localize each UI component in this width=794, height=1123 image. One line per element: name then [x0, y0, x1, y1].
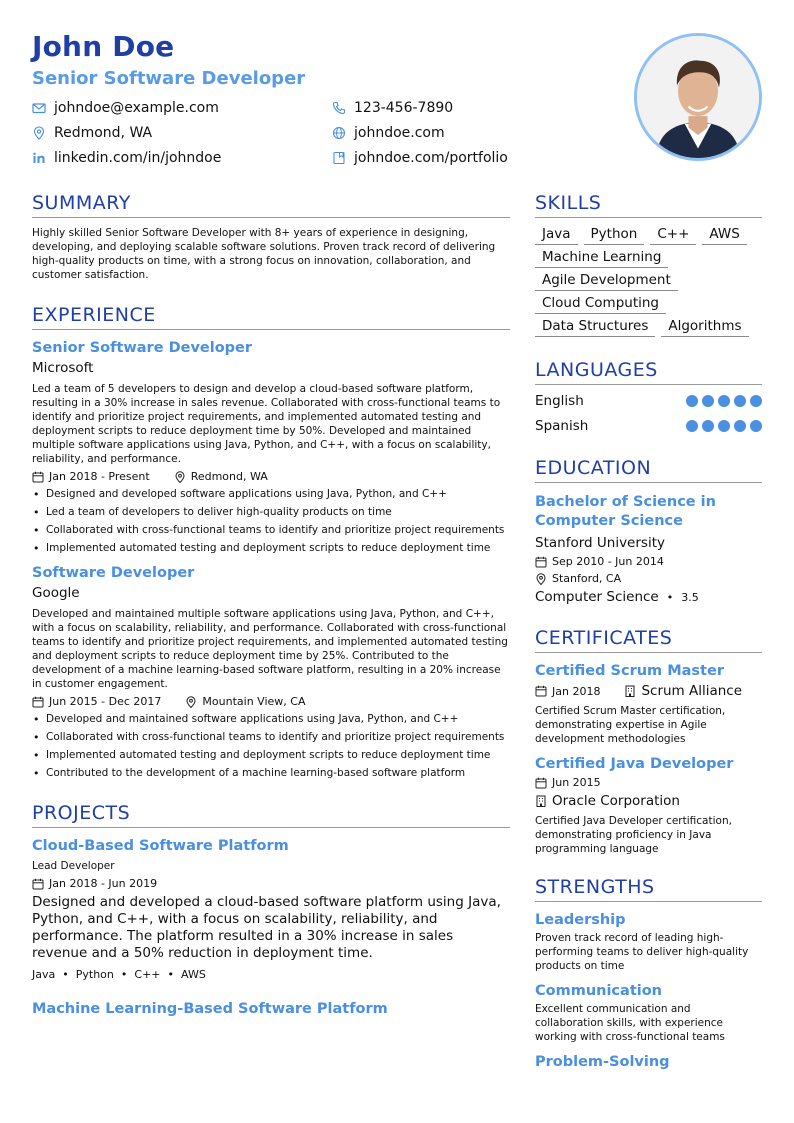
skill-tag: AWS: [702, 224, 746, 245]
certificate-date: Jan 2018: [552, 684, 601, 698]
project-tags: Java • Python • C++ • AWS: [32, 968, 206, 981]
strength-name: Leadership: [535, 912, 626, 928]
skills-list: [535, 224, 762, 339]
candidate-name: John Doe: [32, 30, 175, 63]
job-role: Senior Software Developer: [32, 340, 253, 356]
right-column: [535, 192, 762, 1070]
strength-name: Problem-Solving: [535, 1054, 670, 1070]
calendar-icon: [32, 471, 44, 483]
project-dates: Jan 2018 - Jun 2019: [49, 877, 158, 890]
building-icon: [624, 685, 636, 697]
education-dates: Sep 2010 - Jun 2014: [552, 555, 664, 568]
level-dot: [718, 420, 730, 432]
certificate-meta: [535, 683, 762, 699]
project-tag: Java: [32, 968, 56, 981]
project-tag: AWS: [181, 968, 206, 981]
project-tag: Python: [75, 968, 114, 981]
contact-portfolio-text: johndoe.com/portfolio: [354, 150, 508, 166]
job-dates: Jun 2015 - Dec 2017: [49, 695, 162, 708]
experience-heading: EXPERIENCE: [32, 304, 510, 330]
education-field: Computer Science: [535, 589, 659, 605]
job-company: Microsoft: [32, 360, 94, 376]
education-dates-row: [535, 555, 762, 568]
certificate-name: Certified Java Developer: [535, 756, 734, 772]
building-icon: [535, 795, 547, 807]
level-dot: [702, 420, 714, 432]
language-row: [535, 416, 762, 435]
location-pin-icon: [32, 126, 46, 140]
level-dot: [686, 395, 698, 407]
candidate-title: Senior Software Developer: [32, 68, 306, 89]
job-role: Software Developer: [32, 565, 195, 581]
contact-linkedin[interactable]: [32, 150, 221, 166]
mail-icon: [32, 101, 46, 115]
education-school: Stanford University: [535, 535, 665, 551]
job-bullet: • Led a team of developers to deliver high-quality products on time: [32, 505, 510, 519]
experience-item: [32, 340, 510, 555]
language-level-dots: [686, 420, 762, 432]
level-dot: [718, 395, 730, 407]
contact-portfolio[interactable]: [332, 150, 508, 166]
strength-item: [535, 983, 762, 1044]
certificate-name: Certified Scrum Master: [535, 663, 724, 679]
job-bullet: • Collaborated with cross-functional teams to identify and prioritize project requirements: [32, 523, 510, 537]
level-dot: [686, 420, 698, 432]
contact-website[interactable]: [332, 125, 445, 141]
summary-text: Highly skilled Senior Software Developer with 8+ years of experience in designing, developing, and deploying scalable software solutions. Proven track record of delivering high-quality products on time, with a strong focus on innovation, collaboration, and customer satisfaction.: [32, 227, 496, 281]
job-description: Developed and maintained multiple software applications using Java, Python, and C++, with a focus on scalability, reliability, and performance. Collaborated with cross-functional teams to identify and prioritize project requirements, and implemented automated testing and deployment scripts to reduce deployment time by 25%. Contributed to the development of a machine learning-based software platform, resulting in a 20% increase in customer engagement.: [32, 608, 508, 690]
skill-tag: Agile Development: [535, 270, 678, 291]
linkedin-icon: [32, 151, 46, 165]
project-meta: [32, 877, 510, 890]
level-dot: [734, 420, 746, 432]
job-meta: [32, 695, 510, 708]
education-location: Stanford, CA: [552, 572, 622, 585]
job-bullet: • Designed and developed software applications using Java, Python, and C++: [32, 487, 510, 501]
profile-photo: [634, 33, 762, 161]
job-bullets: [32, 712, 510, 780]
location-pin-icon: [174, 471, 186, 483]
certificates-heading: CERTIFICATES: [535, 627, 762, 653]
skill-tag: Python: [584, 224, 645, 245]
job-dates: Jan 2018 - Present: [49, 470, 150, 483]
contact-email-text: johndoe@example.com: [54, 100, 219, 116]
project-item: [32, 838, 510, 981]
job-description: Led a team of 5 developers to design and develop a cloud-based software platform, resulting in a 30% increase in sales revenue. Collaborated with cross-functional teams to identify and prioritize project requirements, and implemented automated testing and deployment scripts to reduce deployment time by 50%. Developed and maintained multiple software applications using Java, Python, and C++, with a focus on scalability, reliability, and performance.: [32, 383, 501, 465]
experience-item: [32, 565, 510, 780]
education-field-row: Computer Science • 3.5: [535, 589, 699, 605]
location-pin-icon: [535, 573, 547, 585]
skill-tag: Algorithms: [661, 316, 748, 337]
education-location-row: [535, 572, 762, 585]
language-name: English: [535, 392, 584, 409]
job-location: Redmond, WA: [190, 470, 268, 483]
certificate-item: [535, 663, 762, 746]
calendar-icon: [32, 696, 44, 708]
job-bullet: • Contributed to the development of a machine learning-based software platform: [32, 766, 510, 780]
strength-name: Communication: [535, 983, 663, 999]
language-name: Spanish: [535, 417, 589, 434]
project-tag: C++: [134, 968, 161, 981]
certificate-description: Certified Java Developer certification, demonstrating proficiency in Java programming language: [535, 815, 732, 855]
contact-location-text: Redmond, WA: [54, 125, 153, 141]
skill-tag: Machine Learning: [535, 247, 668, 268]
projects-heading: PROJECTS: [32, 802, 510, 828]
certificate-item: [535, 756, 762, 856]
strength-item: [535, 912, 762, 973]
education-degree: Bachelor of Science in Computer Science: [535, 494, 716, 529]
education-gpa: 3.5: [681, 590, 699, 604]
job-bullet: • Developed and maintained software applications using Java, Python, and C++: [32, 712, 510, 726]
job-bullet: • Collaborated with cross-functional teams to identify and prioritize project requirements: [32, 730, 510, 744]
project-description: Designed and developed a cloud-based software platform using Java, Python, and C++, with a focus on scalability, reliability, and performance. The platform resulted in a 30% increase in sales revenue and a 50% reduction in deployment time.: [32, 894, 501, 961]
summary-heading: SUMMARY: [32, 192, 510, 218]
job-meta: [32, 470, 510, 483]
portfolio-icon: [332, 151, 346, 165]
calendar-icon: [32, 878, 44, 890]
certificate-issuer-row: [535, 793, 762, 809]
certificate-issuer: Oracle Corporation: [552, 793, 680, 809]
certificate-date: Jun 2015: [552, 776, 601, 789]
level-dot: [750, 420, 762, 432]
project-role: Lead Developer: [32, 860, 115, 872]
globe-icon: [332, 126, 346, 140]
language-level-dots: [686, 395, 762, 407]
level-dot: [734, 395, 746, 407]
languages-heading: LANGUAGES: [535, 359, 762, 385]
certificate-meta: [535, 776, 762, 789]
skill-tag: Cloud Computing: [535, 293, 666, 314]
job-bullets: [32, 487, 510, 555]
education-heading: EDUCATION: [535, 457, 762, 483]
job-bullet: • Implemented automated testing and deployment scripts to reduce deployment time: [32, 541, 510, 555]
level-dot: [702, 395, 714, 407]
strengths-heading: STRENGTHS: [535, 876, 762, 902]
contact-linkedin-text: linkedin.com/in/johndoe: [54, 150, 222, 166]
project-name: Machine Learning-Based Software Platform: [32, 1001, 388, 1017]
skill-tag: C++: [650, 224, 696, 245]
calendar-icon: [535, 685, 547, 697]
skill-tag: Java: [535, 224, 578, 245]
location-pin-icon: [185, 696, 197, 708]
skill-tag: Data Structures: [535, 316, 655, 337]
language-row: [535, 391, 762, 410]
certificate-description: Certified Scrum Master certification, demonstrating expertise in Agile development methodologies: [535, 705, 726, 745]
job-bullet: • Implemented automated testing and deployment scripts to reduce deployment time: [32, 748, 510, 762]
project-name: Cloud-Based Software Platform: [32, 838, 289, 854]
job-company: Google: [32, 585, 80, 601]
skills-heading: SKILLS: [535, 192, 762, 218]
left-column: [32, 192, 510, 1017]
calendar-icon: [535, 556, 547, 568]
strength-description: Proven track record of leading high-performing teams to deliver high-quality products on time: [535, 932, 749, 972]
certificate-issuer: Scrum Alliance: [641, 683, 743, 699]
contact-website-text: johndoe.com: [354, 125, 445, 141]
job-location: Mountain View, CA: [202, 695, 306, 708]
contact-phone-text: 123-456-7890: [354, 100, 454, 116]
contact-phone[interactable]: [332, 100, 453, 116]
level-dot: [750, 395, 762, 407]
contact-location: [32, 125, 152, 141]
contact-email[interactable]: [32, 100, 219, 116]
phone-icon: [332, 101, 346, 115]
calendar-icon: [535, 777, 547, 789]
strength-description: Excellent communication and collaboration skills, with experience working with cross-functional teams: [535, 1003, 725, 1043]
